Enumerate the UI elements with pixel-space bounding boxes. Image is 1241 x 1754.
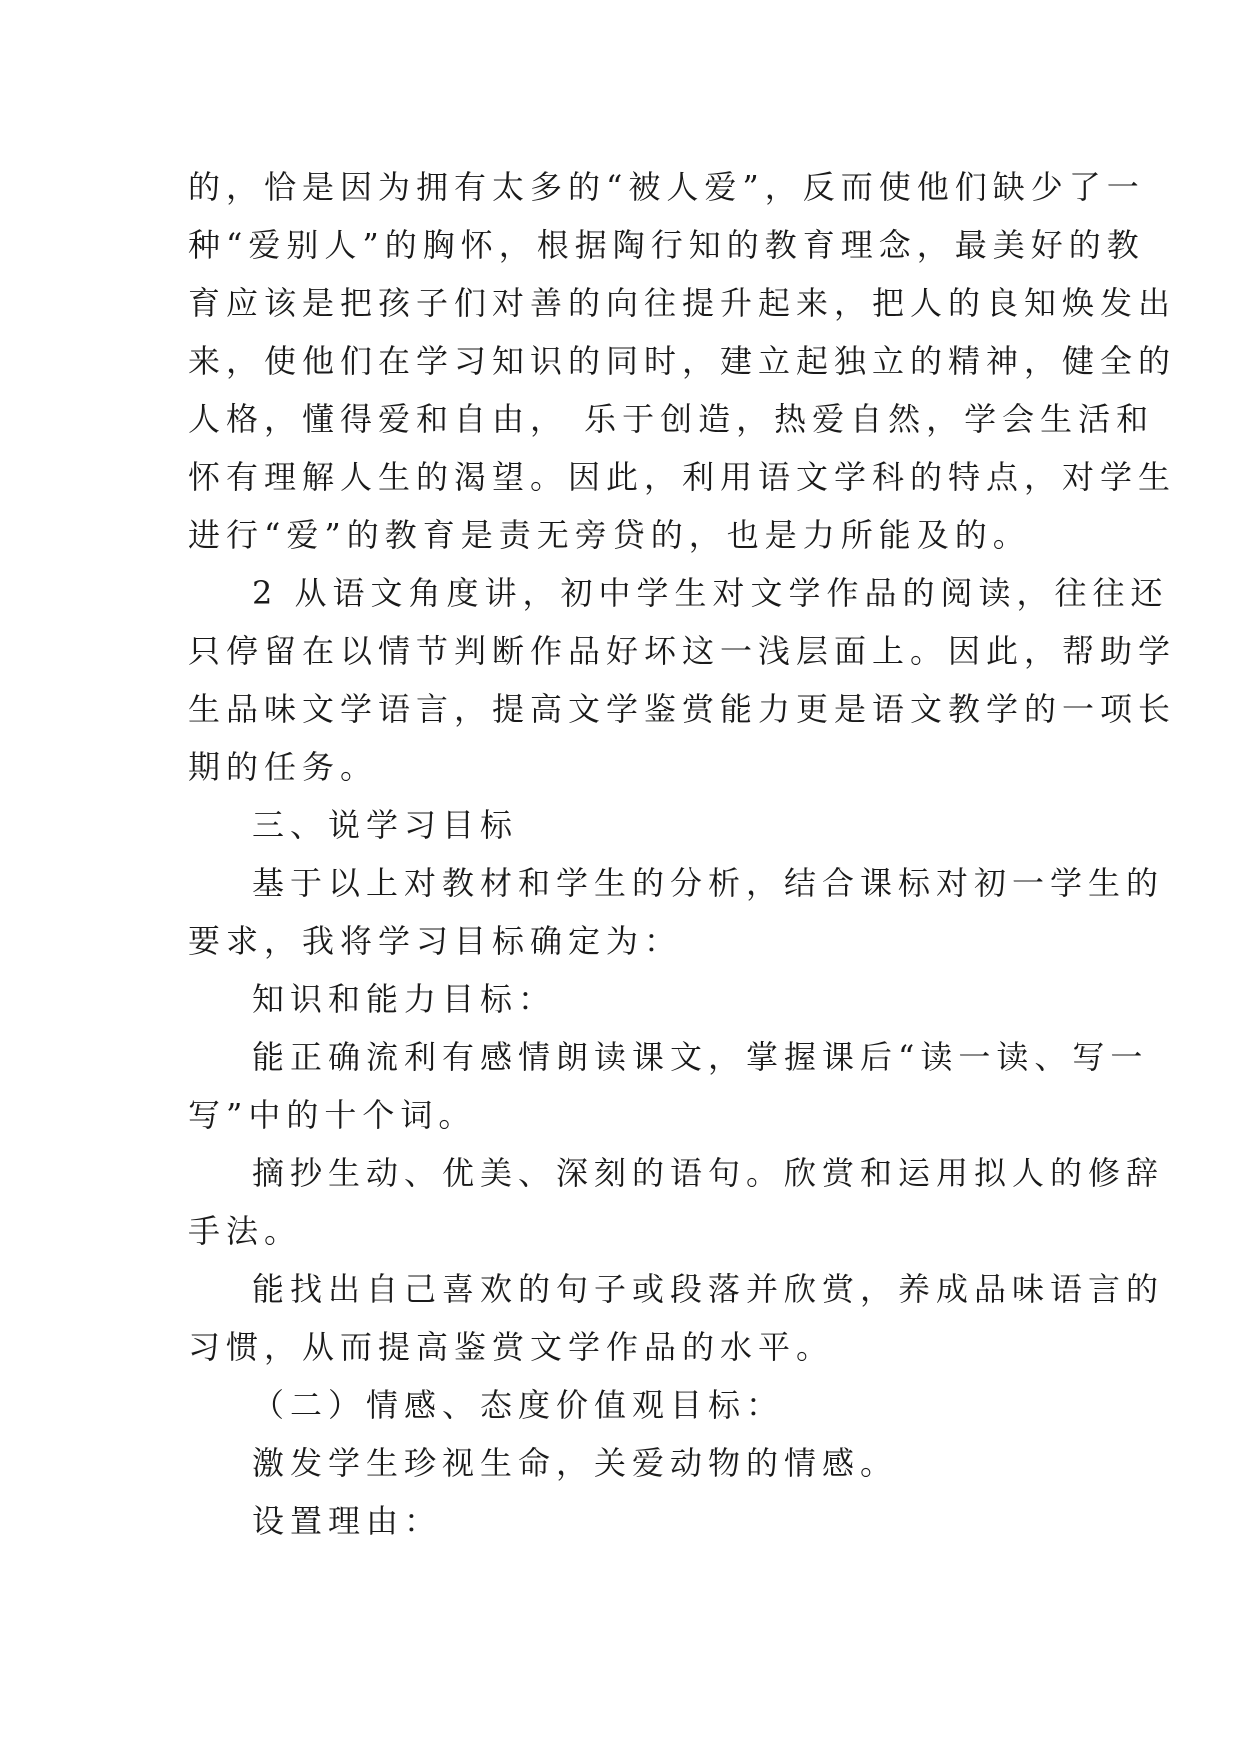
text-line: 只停留在以情节判断作品好坏这一浅层面上。因此，帮助学 — [188, 632, 1177, 670]
paragraph-start: 2 从语文角度讲，初中学生对文学作品的阅读，往往还 — [252, 574, 1169, 612]
paragraph-start: 能找出自己喜欢的句子或段落并欣赏，养成品味语言的 — [252, 1270, 1165, 1308]
paragraph-start: 设置理由： — [252, 1502, 443, 1540]
paragraph-start: 能正确流利有感情朗读课文，掌握课后“读一读、写一 — [252, 1038, 1149, 1076]
text-line: 人格，懂得爱和自由， 乐于创造，热爱自然，学会生活和 — [188, 400, 1155, 438]
text-line: 生品味文学语言，提高文学鉴赏能力更是语文教学的一项长 — [188, 690, 1177, 728]
paragraph-start: 激发学生珍视生命，关爱动物的情感。 — [252, 1444, 899, 1482]
document-body — [188, 158, 1177, 1550]
text-line: 习惯，从而提高鉴赏文学作品的水平。 — [188, 1328, 835, 1366]
subsection-heading: （二）情感、态度价值观目标： — [252, 1386, 785, 1424]
text-line: 种“爱别人”的胸怀，根据陶行知的教育理念，最美好的教 — [188, 226, 1145, 264]
text-line: 期的任务。 — [188, 748, 379, 786]
text-line: 写”中的十个词。 — [188, 1096, 477, 1134]
section-heading: 三、说学习目标 — [252, 806, 519, 844]
paragraph-start: 摘抄生动、优美、深刻的语句。欣赏和运用拟人的修辞 — [252, 1154, 1165, 1192]
text-line: 手法。 — [188, 1212, 303, 1250]
text-line: 育应该是把孩子们对善的向往提升起来，把人的良知焕发出 — [188, 284, 1177, 322]
text-line: 进行“爱”的教育是责无旁贷的，也是力所能及的。 — [188, 516, 1031, 554]
text-line: 的，恰是因为拥有太多的“被人爱”，反而使他们缺少了一 — [188, 168, 1145, 206]
subsection-heading: 知识和能力目标： — [252, 980, 557, 1018]
paragraph-start: 基于以上对教材和学生的分析，结合课标对初一学生的 — [252, 864, 1165, 902]
text-line: 要求，我将学习目标确定为： — [188, 922, 683, 960]
text-line: 怀有理解人生的渴望。因此，利用语文学科的特点，对学生 — [188, 458, 1177, 496]
text-line: 来，使他们在学习知识的同时，建立起独立的精神，健全的 — [188, 342, 1177, 380]
